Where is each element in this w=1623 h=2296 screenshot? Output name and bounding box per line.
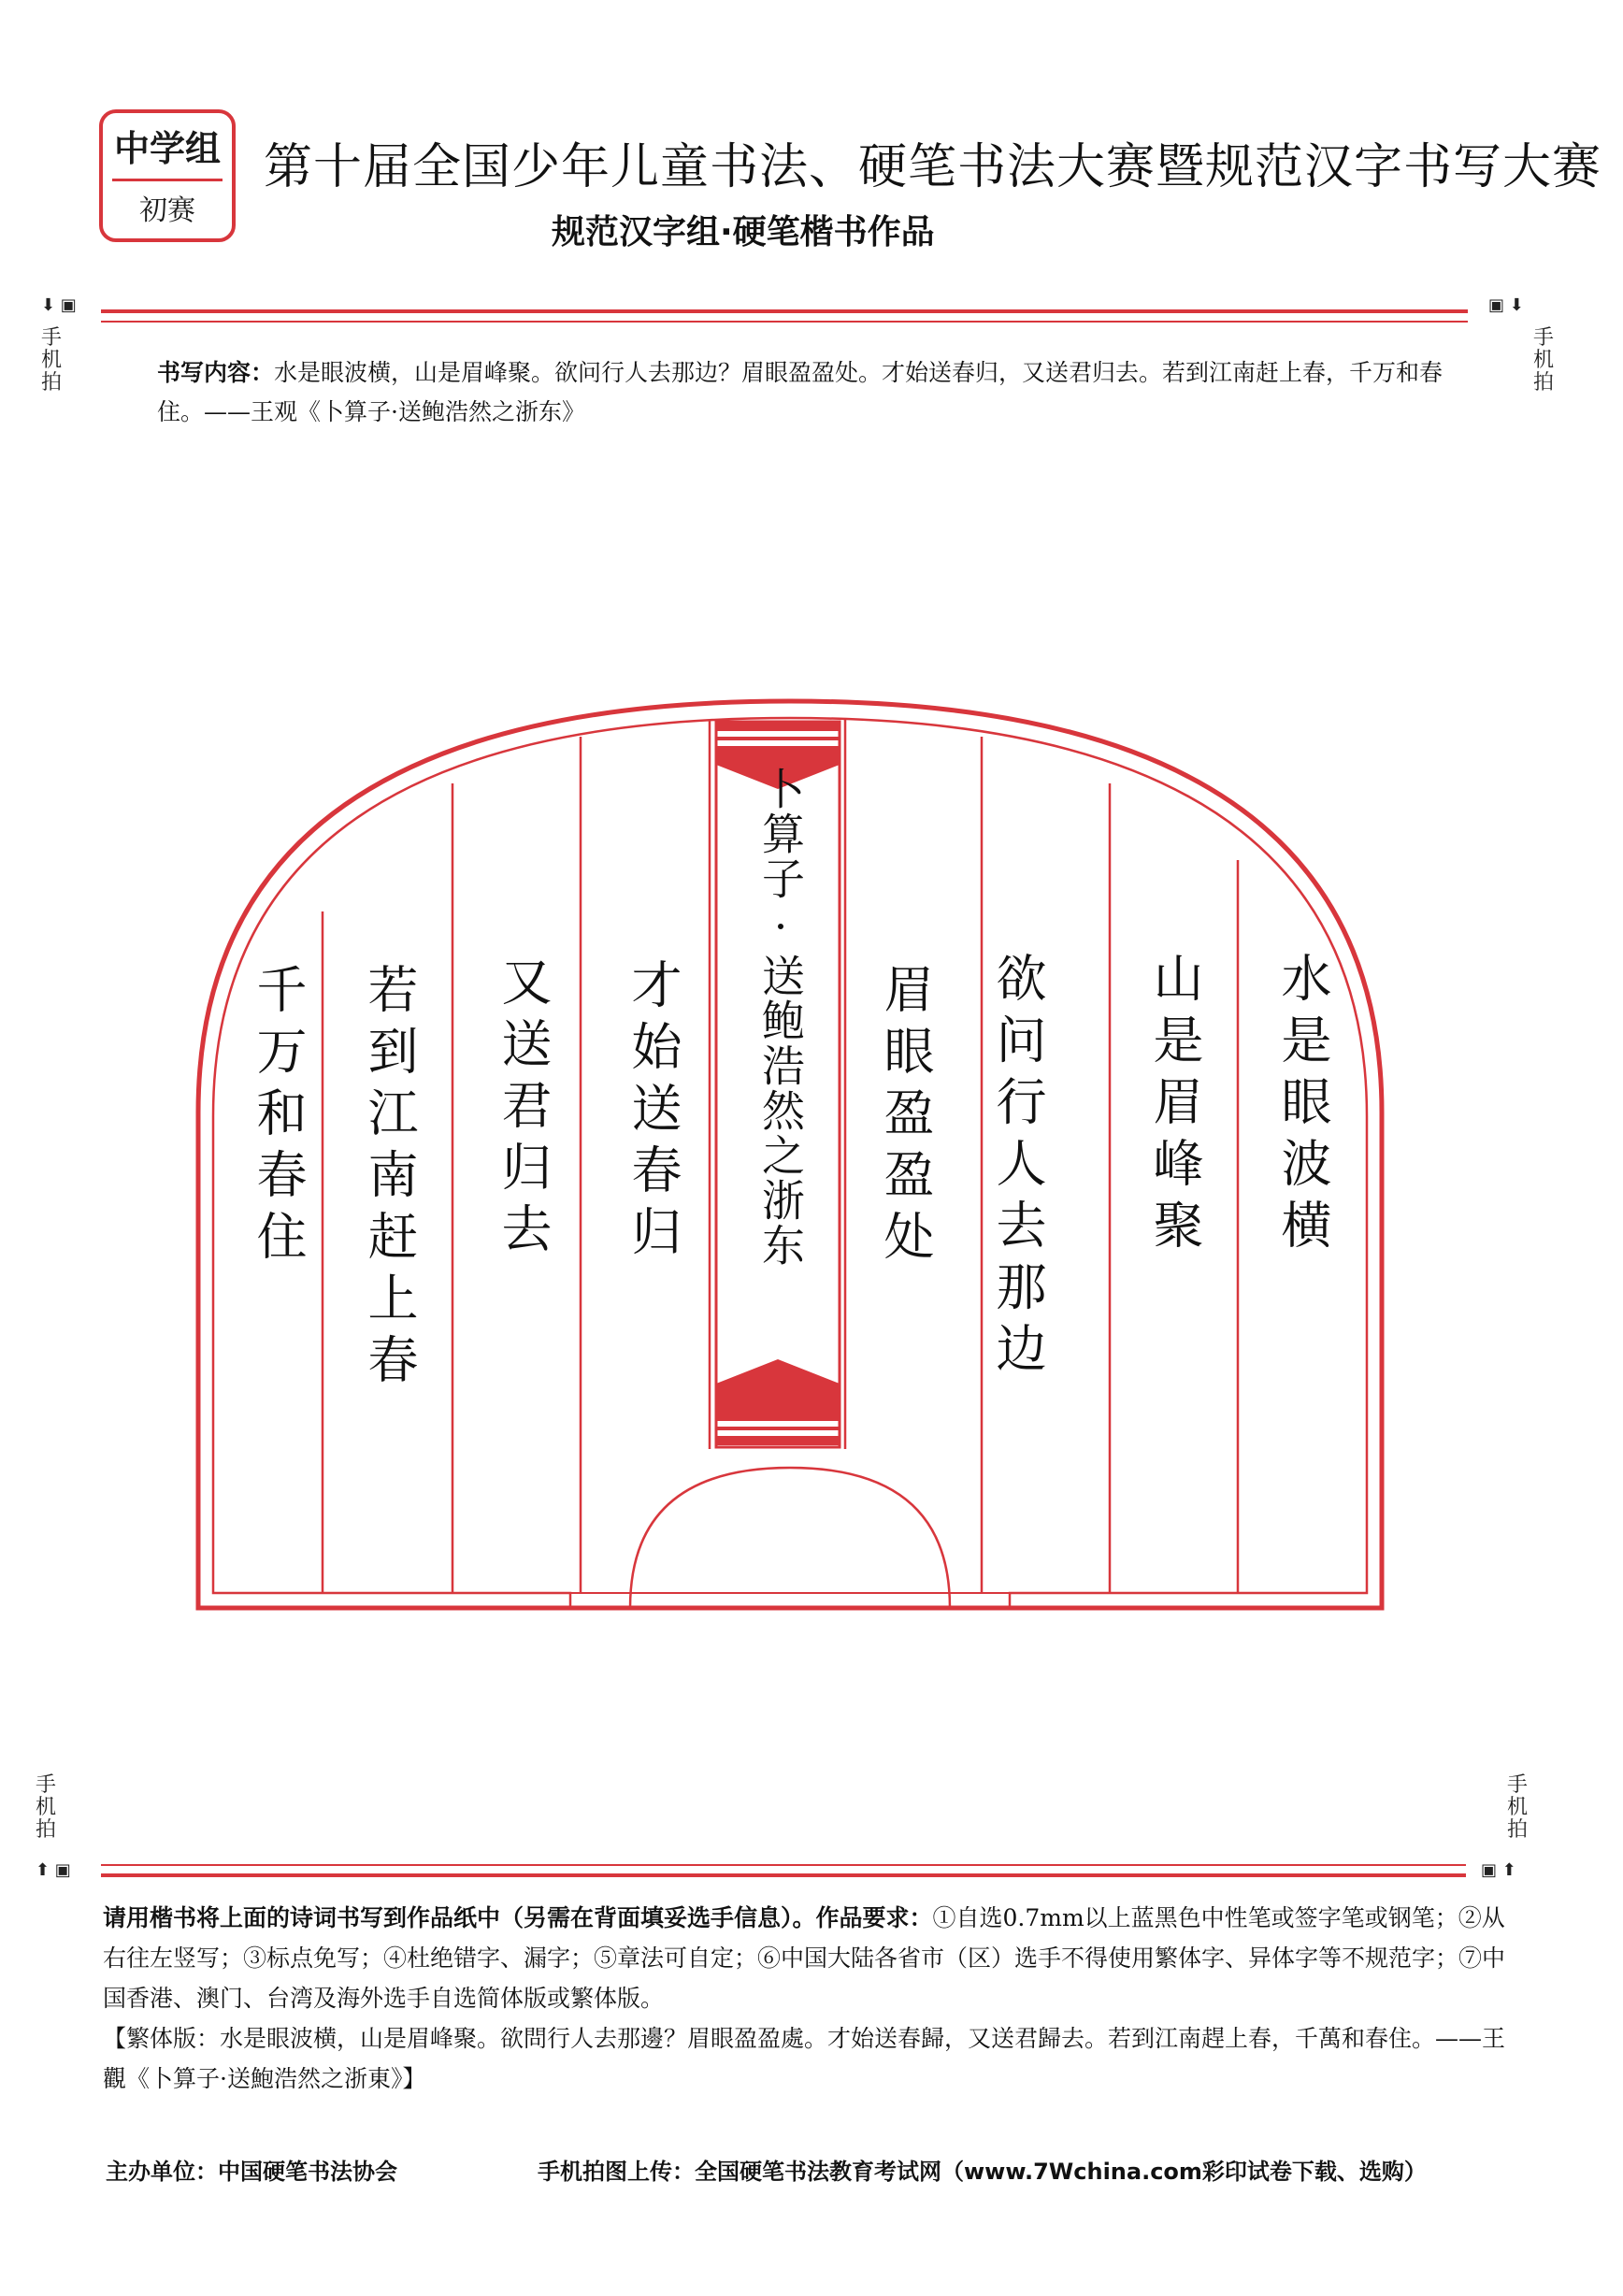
writing-content <box>157 353 1466 432</box>
competition-title: 第十届全国少年儿童书法、硬笔书法大赛暨规范汉字书写大赛 <box>264 139 1602 195</box>
group-badge <box>99 109 236 242</box>
writing-content-label: 书写内容： <box>157 359 275 386</box>
top-rule <box>101 309 1468 313</box>
camera-icon-bottom-right: ▣ ⬆ <box>1481 1860 1516 1880</box>
upload-info: 手机拍图上传：全国硬笔书法教育考试网（www.7Wchina.com彩印试卷下载、选购） <box>538 2159 1427 2185</box>
phone-label-top-left: 手机拍 <box>40 326 62 395</box>
phone-label-bottom-right: 手机拍 <box>1506 1773 1528 1842</box>
poem-title-column: 卜算子·送鲍浩然之浙东 <box>755 767 806 1268</box>
phone-label-top-right: 手机拍 <box>1532 326 1554 395</box>
camera-icon-top-right: ▣ ⬇ <box>1488 295 1524 315</box>
organizer: 主办单位：中国硬笔书法协会 <box>106 2159 397 2185</box>
poem-column-8: 若到江南赶上春 <box>360 963 419 1395</box>
camera-icon-top-left: ⬇ ▣ <box>41 295 77 315</box>
badge-divider <box>112 179 223 181</box>
top-rule-thin <box>101 321 1468 323</box>
poem-column-3: 欲问行人去那边 <box>988 952 1047 1384</box>
poem-column-9: 千万和春住 <box>249 963 308 1271</box>
requirements-body: ①自选0.7mm以上蓝黑色中性笔或签字笔或钢笔；②从右往左竖写；③标点免写；④杜绝错字、漏字；⑤章法可自定；⑥中国大陆各省市（区）选手不得使用繁体字、异体字等不规范字；⑦中国香港、澳门、台湾及海外选手自选简体版或繁体版。 <box>103 1904 1506 2012</box>
badge-group: 中学组 <box>113 128 221 169</box>
writing-content-text: 水是眼波横，山是眉峰聚。欲问行人去那边？眉眼盈盈处。才始送春归，又送君归去。若到江南赶上春，千万和春住。——王观《卜算子·送鲍浩然之浙东》 <box>157 359 1443 425</box>
requirements-lead: 请用楷书将上面的诗词书写到作品纸中（另需在背面填妥选手信息）。作品要求： <box>103 1904 933 1931</box>
poem-column-4: 眉眼盈盈处 <box>876 963 935 1271</box>
poem-column-2: 山是眉峰聚 <box>1145 952 1204 1260</box>
poem-column-7: 又送君归去 <box>494 955 553 1264</box>
requirements <box>103 1898 1524 2099</box>
camera-icon-bottom-left: ⬆ ▣ <box>36 1860 71 1880</box>
requirements-traditional: 【繁体版：水是眼波横，山是眉峰聚。欲問行人去那邊？眉眼盈盈處。才始送春歸，又送君歸去。若到江南趕上春，千萬和春住。——王觀《卜算子·送鮑浩然之浙東》】 <box>103 2025 1506 2092</box>
poem-column-6: 才始送春归 <box>624 958 682 1267</box>
competition-subtitle: 规范汉字组·硬笔楷书作品 <box>552 213 935 251</box>
bottom-rule <box>101 1873 1466 1877</box>
bottom-rule-thin <box>101 1864 1466 1866</box>
poem-column-1: 水是眼波横 <box>1273 952 1332 1260</box>
phone-label-bottom-left: 手机拍 <box>35 1773 56 1842</box>
badge-stage: 初赛 <box>139 194 195 227</box>
